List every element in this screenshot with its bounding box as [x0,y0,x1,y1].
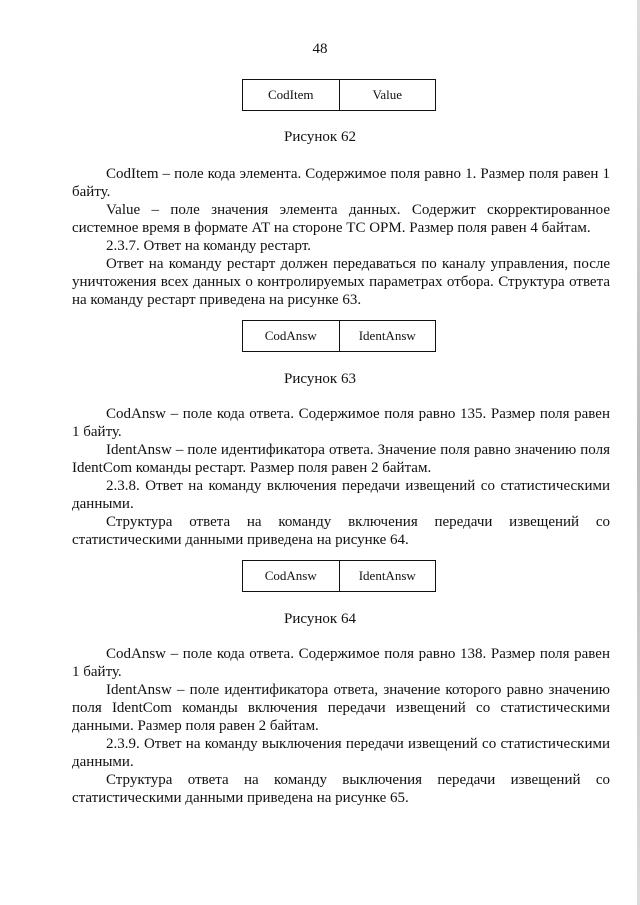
figure-62-table [242,79,436,111]
figure-64-table [242,560,436,592]
figure-64-cell-codansw: CodAnsw [264,568,317,583]
figure-62-caption: Рисунок 62 [284,129,356,145]
figure-64-cell-identansw: IdentAnsw [339,561,436,591]
figure-64-caption: Рисунок 64 [284,611,356,627]
figure-63-caption: Рисунок 63 [284,371,356,387]
paragraph-coditem: CodItem – поле кода элемента. Содержимое поля равно 1. Размер поля равен 1 байту. [72,166,610,200]
paragraph-structure-64: Структура ответа на команду включения передачи извещений со статистическими данными приведена на рисунке 64. [72,514,610,548]
heading-2-3-7: 2.3.7. Ответ на команду рестарт. [106,238,312,254]
paragraph-codansw-138: CodAnsw – поле кода ответа. Содержимое поля равно 138. Размер поля равен 1 байту. [72,646,610,680]
paragraph-identansw-restart: IdentAnsw – поле идентификатора ответа. Значение поля равно значению поля IdentCom команды рестарт. Размер поля равен 2 байтам. [72,442,610,476]
paragraph-value: Value – поле значения элемента данных. Содержит скорректированное системное время в формате АТ на стороне ТС ОРМ. Размер поля равен 4 байтам. [72,202,610,236]
page-number: 48 [312,41,328,57]
heading-2-3-8: 2.3.8. Ответ на команду включения передачи извещений со статистическими данными. [72,478,610,512]
figure-62-cell-value: Value [339,80,436,110]
figure-63-cell-identansw: IdentAnsw [339,321,436,351]
heading-2-3-9: 2.3.9. Ответ на команду выключения передачи извещений со статистическими данными. [72,736,610,770]
section-2 [72,405,610,549]
section-3 [72,645,610,807]
section-1 [72,165,610,309]
figure-63-cell-codansw: CodAnsw [264,328,317,343]
paragraph-identansw-enable: IdentAnsw – поле идентификатора ответа, значение которого равно значению поля IdentCom команды включения передачи извещений со статистическими данными. Размер поля равен 2 байтам. [72,682,610,734]
paragraph-restart-answer: Ответ на команду рестарт должен передаваться по каналу управления, после уничтожения всех данных о контролируемых параметрах отбора. Структура ответа на команду рестарт приведена на рисунке 63. [72,256,610,308]
paragraph-structure-65: Структура ответа на команду выключения передачи извещений со статистическими данными приведена на рисунке 65. [72,772,610,806]
paragraph-codansw-135: CodAnsw – поле кода ответа. Содержимое поля равно 135. Размер поля равен 1 байту. [72,406,610,440]
figure-62-cell-coditem: CodItem [268,87,314,102]
figure-63-table [242,320,436,352]
